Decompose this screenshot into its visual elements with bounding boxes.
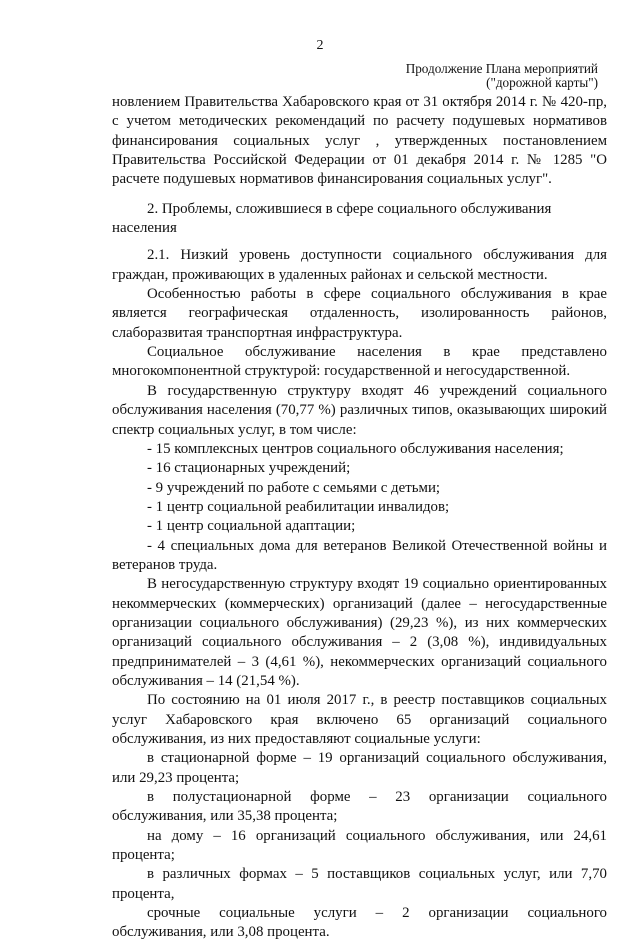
form-item: срочные социальные услуги – 2 организации социального обслуживания, или 3,08 процента. [112,905,607,941]
continuation-header [378,62,598,90]
page-number: 2 [316,38,324,53]
paragraph-continuation: новлением Правительства Хабаровского края от 31 октября 2014 г. № 420-пр, с учетом методических рекомендаций по расчету подушевых нормативов финансирования социальных услуг , утвержденных постановлением Правительства Российской Федерации от 01 декабря 2014 г. № 1285 "О расчете подушевых нормативов финансирования социальных услуг". [112,94,607,188]
list-item: - 4 специальных дома для ветеранов Великой Отечественной войны и ветеранов труда. [112,537,607,573]
paragraph: В негосударственную структуру входят 19 социально ориентированных некоммерческих (коммерческих) организаций (далее – негосударственные организации социального обслуживания) (29,23 %), из них коммерческих организаций социального обслуживания – 2 (3,08 %), индивидуальных предпринимателей – 3 (4,61 %), некоммерческих организаций социального обслуживания – 14 (21,54 %). [112,576,607,689]
document-body [112,93,607,943]
section-title: 2. Проблемы, сложившиеся в сфере социального обслуживания населения [112,200,552,237]
list-item: - 16 стационарных учреждений; [147,460,351,477]
form-item: в полустационарной форме – 23 организации социального обслуживания, или 35,38 процента; [112,789,607,825]
list-item: - 1 центр социальной адаптации; [147,518,356,535]
continuation-line-2: ("дорожной карты") [486,75,598,90]
form-item: в стационарной форме – 19 организаций социального обслуживания, или 29,23 процента; [112,750,607,786]
continuation-line-1: Продолжение Плана мероприятий [405,61,598,76]
paragraph: В государственную структуру входят 46 учреждений социального обслуживания населения (70,77 %) различных типов, оказывающих широкий спектр социальных услуг, в том числе: [112,382,607,438]
paragraph: 2.1. Низкий уровень доступности социального обслуживания для граждан, проживающих в удаленных районах и сельской местности. [112,247,607,283]
paragraph: Социальное обслуживание населения в крае представлено многокомпонентной структурой: государственной и негосударственной. [112,344,607,380]
paragraph: Особенностью работы в сфере социального обслуживания в крае является географическая отдаленность, изолированность районов, слаборазвитая транспортная инфраструктура. [112,286,607,341]
list-item: - 9 учреждений по работе с семьями с детьми; [147,479,441,496]
list-item: - 1 центр социальной реабилитации инвалидов; [147,498,450,515]
list-item: - 15 комплексных центров социального обслуживания населения; [147,440,564,457]
form-item: на дому – 16 организаций социального обслуживания, или 24,61 процента; [112,827,607,864]
paragraph: По состоянию на 01 июля 2017 г., в реестр поставщиков социальных услуг Хабаровского края включено 65 организаций социального обслуживания, из них предоставляют социальные услуги: [112,692,607,747]
form-item: в различных формах – 5 поставщиков социальных услуг, или 7,70 процента, [112,866,607,902]
